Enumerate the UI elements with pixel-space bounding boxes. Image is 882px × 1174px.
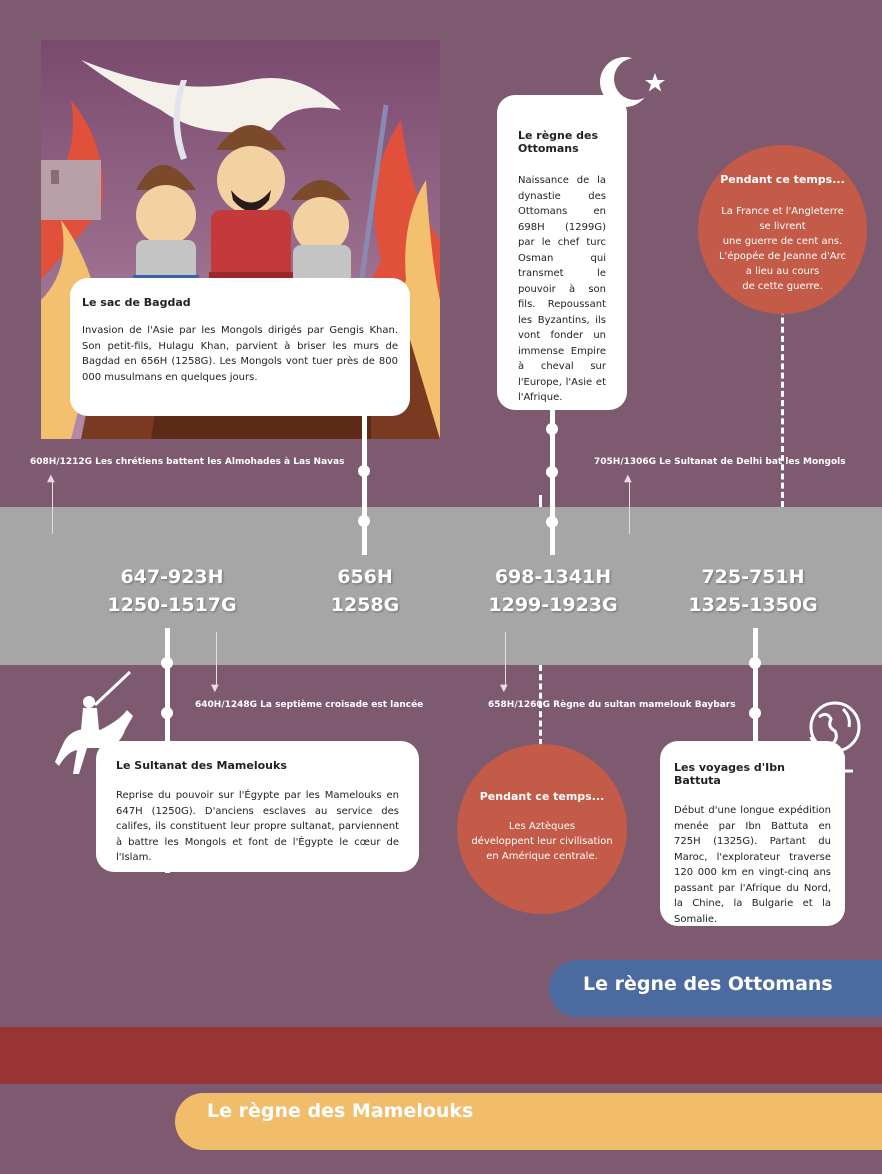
card-bagdad: [70, 278, 410, 416]
card-title: Le Sultanat des Mamelouks: [116, 759, 287, 772]
connector-dot: [358, 515, 370, 527]
arrow-down-icon: ▼: [500, 683, 508, 694]
circle-line: en Amérique centrale.: [486, 851, 598, 862]
card-ottomans: [497, 95, 627, 410]
event-delhi: 705H/1306G Le Sultanat de Delhi bat les Mongols: [594, 457, 846, 467]
card-battuta: [660, 741, 845, 926]
card-title: Le règne des Ottomans: [518, 129, 599, 155]
connector-dot: [749, 707, 761, 719]
event-baybars: 658H/1260G Règne du sultan mamelouk Baybars: [488, 700, 736, 710]
connector-dot: [358, 465, 370, 477]
card-text: Naissance de la dynastie des Ottomans en 698H (1299G) par le chef turc Osman qui transmet le pouvoir à son fils. Repoussant les Byzantins, ils vont fonder un immense Empire à cheval sur l'Europe, l'Asie et l'Afrique.: [518, 175, 606, 403]
date-hijri: 725-751H: [701, 566, 805, 588]
circle-line: développent leur civilisation: [471, 836, 613, 847]
arrow-delhi: [629, 478, 630, 534]
circle-azteques: [457, 744, 627, 914]
connector-dot: [161, 657, 173, 669]
date-hijri: 698-1341H: [494, 566, 612, 588]
circle-line: Les Aztèques: [508, 821, 576, 832]
date-gregorian: 1250-1517G: [107, 594, 237, 616]
date-hijri: 656H: [337, 566, 393, 588]
card-title: Les voyages d'Ibn Battuta: [674, 761, 785, 787]
card-mamelouks: [96, 741, 419, 872]
circle-line: a lieu au cours: [745, 266, 820, 277]
circle-title: Pendant ce temps...: [479, 790, 605, 803]
banner-mamelouks: Le règne des Mamelouks: [175, 1093, 882, 1150]
date-gregorian: 1299-1923G: [488, 594, 618, 616]
card-text: Reprise du pouvoir sur l'Égypte par les Mamelouks en 647H (1250G). D'anciens esclaves au service des califes, ils constituent leur propre sultanat, parviennent à battre les Mongols et font de l'Égypte le cœur de l'Islam.: [116, 790, 399, 863]
circle-line: se livrent: [759, 221, 806, 232]
date-ottomans: [478, 563, 628, 619]
date-gregorian: 1325-1350G: [688, 594, 818, 616]
banner-ottomans: Le règne des Ottomans: [549, 960, 882, 1017]
circle-title: Pendant ce temps...: [720, 173, 845, 186]
circle-france: [698, 145, 867, 314]
date-battuta: [678, 563, 828, 619]
connector-bagdad: [362, 410, 367, 555]
connector-dot: [546, 516, 558, 528]
red-strip: [0, 1027, 882, 1084]
connector-dot: [546, 423, 558, 435]
arrow-up-icon: ▲: [47, 473, 55, 484]
arrow-down-icon: ▼: [211, 683, 219, 694]
date-mamelouks: [97, 563, 247, 619]
connector-dot: [161, 707, 173, 719]
date-bagdad: [305, 563, 425, 619]
arrow-up-icon: ▲: [624, 473, 632, 484]
date-gregorian: 1258G: [330, 594, 400, 616]
event-croisade: 640H/1248G La septième croisade est lancée: [195, 700, 424, 710]
arrow-almohades: [52, 478, 53, 534]
card-text: Invasion de l'Asie par les Mongols dirigés par Gengis Khan. Son petit-fils, Hulagu Khan, parvient à briser les murs de Bagdad en 656H (1258G). Les Mongols vont tuer près de 800 000 musulmans en quelques jours.: [82, 325, 398, 383]
circle-line: La France et l'Angleterre: [721, 206, 844, 217]
date-hijri: 647-923H: [120, 566, 224, 588]
connector-dot: [749, 657, 761, 669]
circle-line: L'épopée de Jeanne d'Arc: [718, 251, 846, 262]
circle-line: une guerre de cent ans.: [722, 236, 843, 247]
connector-battuta: [753, 628, 758, 748]
dashed-connector-france: [781, 290, 784, 507]
arrow-baybars: [505, 632, 506, 687]
event-almohades: 608H/1212G Les chrétiens battent les Almohades à Las Navas: [30, 457, 345, 467]
card-text: Début d'une longue expédition menée par Ibn Battuta en 725H (1325G). Partant du Maroc, l'explorateur traverse 120 000 km en vingt-cinq ans passant par l'Afrique du Nord, la Chine, la Bulgarie et la Somalie.: [674, 805, 831, 925]
arrow-croisade: [216, 632, 217, 687]
circle-line: de cette guerre.: [742, 281, 823, 292]
card-title: Le sac de Bagdad: [82, 296, 191, 309]
connector-dot: [546, 466, 558, 478]
dashed-connector-ottomans-upper: [539, 495, 542, 507]
